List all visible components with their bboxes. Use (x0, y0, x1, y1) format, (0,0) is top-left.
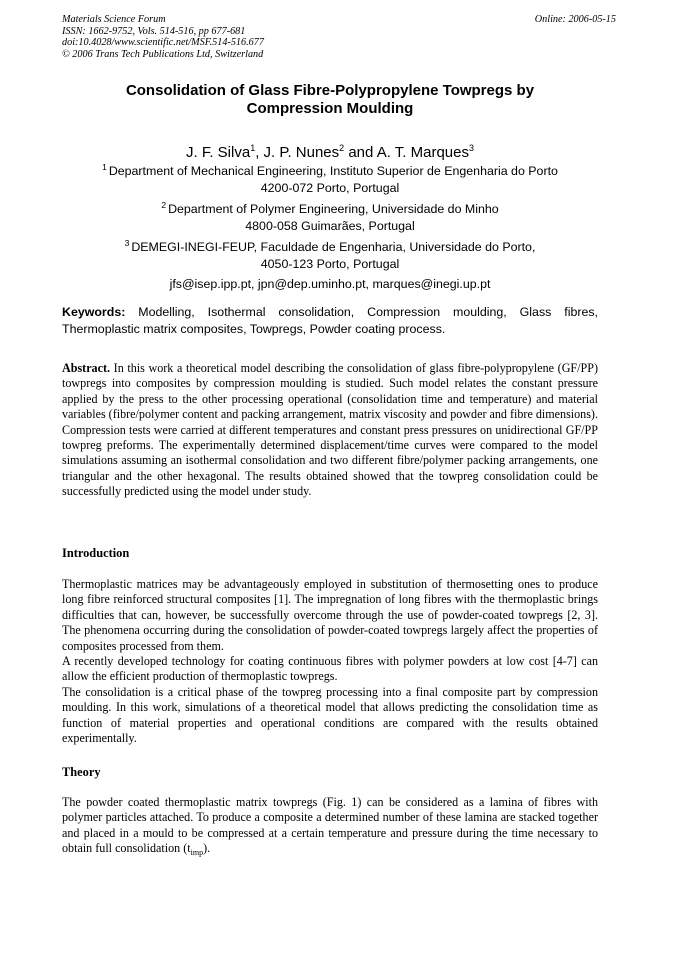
theory-paragraph-1 (62, 795, 598, 857)
introduction-paragraph-1: Thermoplastic matrices may be advantageously employed in substitution of thermosetting ones to produce long fibre reinforced structural composites [1]. The impregnation of long fibres with the thermoplastic brings difficulties that can, however, be successfully overcome through the use of powder-coated towpregs [2, 3]. The phenomena occurring during the consolidation of powder-coated towpregs largely affect the properties of composites processed from them. (62, 577, 598, 653)
author-name: A. T. Marques (376, 144, 469, 161)
author-mark: 1 (250, 143, 256, 153)
title-line-1: Consolidation of Glass Fibre-Polypropylene Towpregs by (125, 82, 535, 99)
theory (62, 795, 598, 857)
introduction-paragraph-3: The consolidation is a critical phase of the towpreg processing into a final composite part by compression moulding. In this work, simulations of a theoretical model that allows predicting the consolidation time as function of material properties and operational conditions are compared with the results obtained experimentally. (62, 684, 598, 746)
keywords (62, 304, 598, 338)
keywords-text: Modelling, Isothermal consolidation, Compression moulding, Glass fibres, Thermoplastic matrix composites, Towpregs, Powder coating process. (62, 305, 598, 336)
affiliations (62, 163, 598, 294)
abstract-paragraph-2: Compression tests were carried at different temperatures and constant press pressures on unidirectional GF/PP towpreg preforms. The experimentally determined displacement/time curves were compared to the model simulations assuming an isothermal consolidation and two different fibre/polymer packing arrangements, one triangular and the other hexagonal. The results obtained showed that the towpreg consolidation could be successfully predicted using the model under study. (62, 422, 598, 499)
affiliation-line: Department of Polymer Engineering, Universidade do Minho (168, 201, 499, 216)
affiliation-mark: 1 (102, 162, 107, 172)
author-separator: and (344, 144, 377, 161)
affiliation-address: 4800-058 Guimarães, Portugal (245, 219, 415, 234)
abstract (62, 361, 598, 500)
theory-text-end: ). (203, 841, 211, 856)
theory-text: The powder coated thermoplastic matrix towpregs (Fig. 1) can be considered as a lamina of fibres with polymer particles attached. To produce a composite a determined number of these lamina are stacked together and placed in a mould to be compressed at a certain temperature and pressure during the time necessary to obtain full consolidation (t (62, 795, 598, 856)
copyright-line: © 2006 Trans Tech Publications Ltd, Switzerland (62, 48, 264, 60)
affiliation-1 (62, 163, 598, 198)
theory-subscript: imp (190, 848, 204, 858)
title-line-2: Compression Moulding (246, 100, 414, 117)
affiliation-address: 4200-072 Porto, Portugal (260, 181, 400, 196)
author-emails: jfs@isep.ipp.pt, jpn@dep.uminho.pt, marques@inegi.up.pt (169, 277, 491, 292)
affiliation-address: 4050-123 Porto, Portugal (260, 257, 400, 272)
journal-name: Materials Science Forum (62, 14, 166, 25)
author-name: J. F. Silva (186, 144, 251, 161)
author-name: J. P. Nunes (263, 144, 340, 161)
paper-title (62, 82, 598, 118)
journal-meta (62, 14, 462, 60)
introduction-paragraph-2: A recently developed technology for coating continuous fibres with polymer powders at low cost [4-7] can allow the efficient production of thermoplastic towpregs. (62, 654, 598, 684)
theory-heading: Theory (62, 765, 101, 779)
author-list (62, 143, 598, 162)
online-date: Online: 2006-05-15 (534, 14, 616, 25)
abstract-paragraph-1 (62, 361, 598, 423)
author-mark: 2 (339, 143, 345, 153)
affiliation-line: DEMEGI-INEGI-FEUP, Faculdade de Engenharia, Universidade do Porto, (131, 239, 536, 254)
introduction-heading: Introduction (62, 546, 130, 560)
abstract-label: Abstract. (62, 361, 111, 375)
issn-line: ISSN: 1662-9752, Vols. 514-516, pp 677-681 (62, 25, 246, 37)
author-mark: 3 (468, 143, 474, 153)
affiliation-mark: 2 (161, 199, 167, 210)
abstract-text: In this work a theoretical model describing the consolidation of glass fibre-polypropylene (GF/PP) towpregs into composites by compression moulding is studied. Such model relates the constant pressure applied by the press to the other processing operational (consolidation time and temperature) and material variables (fibre/polymer content and packing arrangement, matrix viscosity and powder and fibre dimensions). (62, 361, 598, 422)
keywords-label: Keywords: (62, 305, 126, 319)
affiliation-2 (62, 201, 598, 236)
affiliation-3 (62, 239, 598, 274)
affiliation-line: Department of Mechanical Engineering, Instituto Superior de Engenharia do Porto (108, 164, 558, 178)
affiliation-mark: 3 (124, 237, 130, 248)
introduction (62, 577, 598, 746)
doi-line: doi:10.4028/www.scientific.net/MSF.514-516.677 (62, 37, 264, 49)
author-separator: , (255, 144, 264, 161)
